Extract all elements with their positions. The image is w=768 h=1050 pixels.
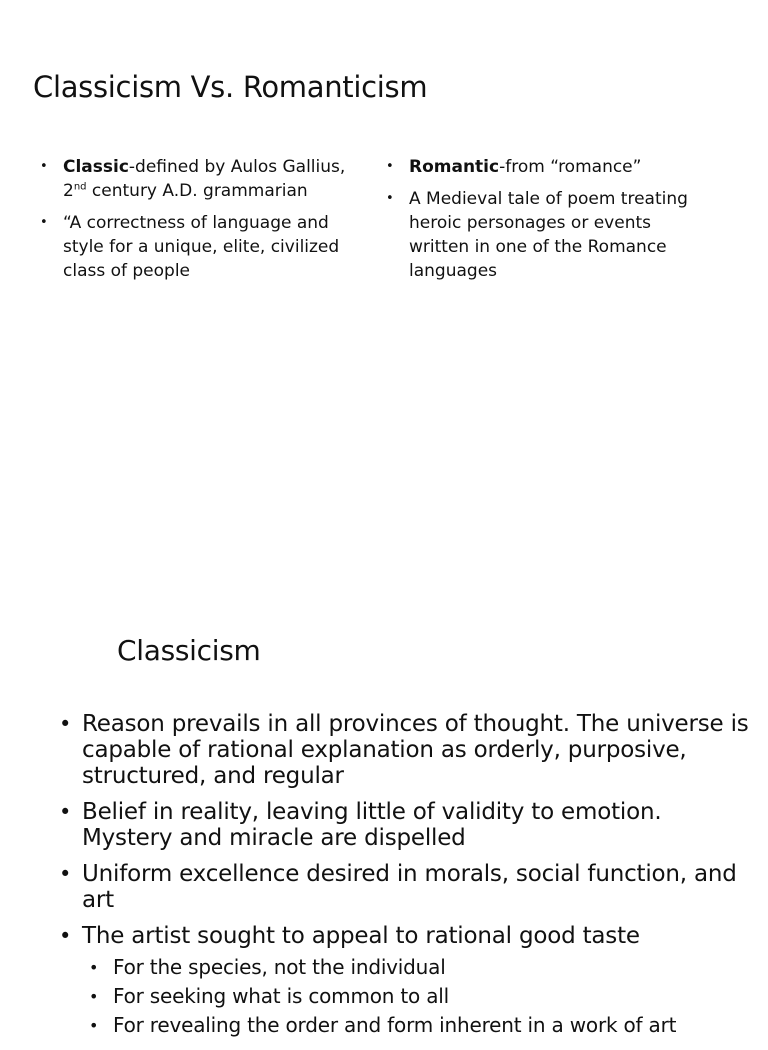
- classicism-bullet-list: [59, 711, 749, 1050]
- sub-list-item: [87, 953, 749, 982]
- list-item: [384, 155, 714, 179]
- bullet-icon: •: [40, 159, 48, 174]
- left-column-list: [38, 155, 368, 291]
- bullet-icon: •: [89, 958, 99, 977]
- bullet-icon: •: [386, 191, 394, 206]
- sub-bullet-list: [87, 953, 749, 1040]
- right-column-list: [384, 155, 714, 291]
- sub-item-text: For seeking what is common to all: [113, 984, 449, 1008]
- item-text: Reason prevails in all provinces of thought. The universe is capable of rational explanation as orderly, purposive, structured, and regular: [82, 711, 749, 789]
- sub-list-item: [87, 982, 749, 1011]
- sub-item-text: For the species, not the individual: [113, 955, 446, 979]
- item-text: -defined by Aulos Gallius, 2: [63, 157, 346, 201]
- list-item: [59, 711, 749, 789]
- bullet-icon: •: [89, 1016, 99, 1035]
- bullet-icon: •: [59, 712, 72, 736]
- slide-title: Classicism: [117, 634, 261, 667]
- term-classic: Classic: [63, 157, 129, 177]
- item-text: Belief in reality, leaving little of validity to emotion. Mystery and miracle are dispelled: [82, 799, 662, 851]
- item-text: Uniform excellence desired in morals, social function, and art: [82, 861, 737, 913]
- item-text: -from “romance”: [499, 157, 642, 177]
- bullet-icon: •: [386, 159, 394, 174]
- list-item: [38, 211, 368, 283]
- item-text: A Medieval tale of poem treating heroic personages or events written in one of the Romance languages: [409, 189, 688, 281]
- sub-list-item: [87, 1011, 749, 1040]
- item-text: century A.D. grammarian: [86, 181, 308, 201]
- bullet-icon: •: [89, 987, 99, 1006]
- list-item: [384, 187, 714, 283]
- bullet-icon: •: [59, 924, 72, 948]
- list-item: [59, 923, 749, 1040]
- sub-item-text: For revealing the order and form inherent in a work of art: [113, 1013, 677, 1037]
- bullet-icon: •: [59, 862, 72, 886]
- bullet-icon: •: [59, 800, 72, 824]
- term-romantic: Romantic: [409, 157, 500, 177]
- bullet-icon: •: [40, 215, 48, 230]
- slide-title: Classicism Vs. Romanticism: [33, 70, 428, 104]
- item-text: The artist sought to appeal to rational good taste: [82, 923, 640, 949]
- item-text: “A correctness of language and style for a unique, elite, civilized class of people: [63, 213, 340, 281]
- slide-classicism: [0, 586, 768, 1037]
- list-item: [38, 155, 368, 203]
- list-item: [59, 861, 749, 913]
- list-item: [59, 799, 749, 851]
- ordinal-suffix: nd: [73, 181, 87, 193]
